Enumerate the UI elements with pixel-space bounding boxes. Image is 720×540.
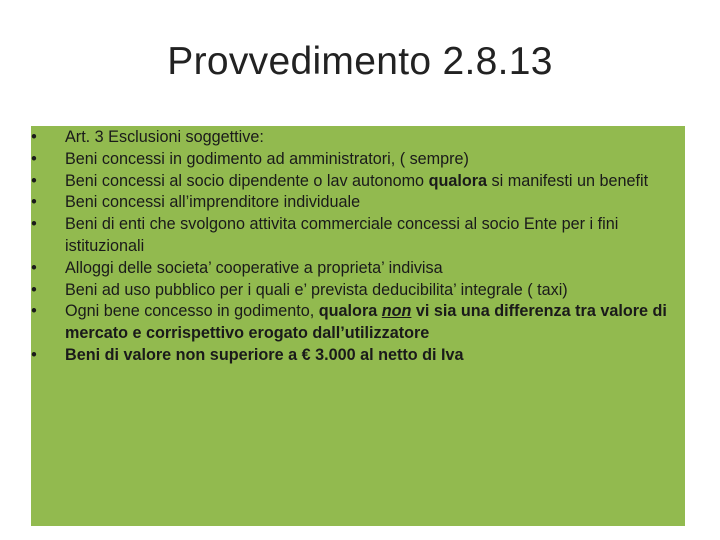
bullet-text [65,259,443,277]
bullet-text-segment: si manifesti un benefit [487,171,649,190]
bullet-dot-icon: • [31,193,37,212]
bullet-text-segment: qualora [428,171,488,190]
bullet-text [65,215,618,255]
bullet-dot-icon: • [31,258,37,277]
bullet-item [29,280,679,302]
bullet-dot-icon: • [31,171,37,190]
bullet-text-segment: Art. 3 Esclusioni soggettive: [65,128,264,146]
bullet-text-segment: Ogni bene concesso in godimento, [65,302,319,321]
bullet-item [29,149,679,171]
bullet-text [65,193,360,211]
bullet-text-segment: qualora [318,302,378,321]
bullet-text-segment: Beni concessi al socio dipendente o lav autonomo [65,171,429,190]
bullet-item [29,192,679,214]
bullet-item [29,214,679,258]
bullet-item [29,127,679,149]
bullet-text-segment: Alloggi delle societa’ cooperative a proprieta’ indivisa [65,258,443,277]
slide-title: Provvedimento 2.8.13 [167,40,553,83]
bullet-dot-icon: • [31,345,37,364]
bullet-item [29,258,679,280]
bullet-dot-icon: • [31,280,37,299]
bullet-dot-icon: • [31,128,37,146]
bullet-text [65,302,667,342]
bullet-dot-icon: • [31,302,37,321]
bullet-text [65,150,469,168]
bullet-text [65,346,464,364]
bullet-item [29,345,679,367]
bullet-text-segment: non [381,302,412,321]
bullet-text-segment: Beni concessi in godimento ad amministratori, ( sempre) [65,149,469,168]
bullet-dot-icon: • [31,149,37,168]
bullet-item [29,171,679,193]
bullet-text [65,281,568,299]
bullet-text-segment: vi sia una differenza tra valore di mercato e corrispettivo erogato dall’utilizzatore [65,302,667,343]
bullet-text-segment: Beni ad uso pubblico per i quali e’ prevista deducibilita’ integrale ( taxi) [65,280,568,299]
bullet-text [65,128,264,146]
bullet-list [29,127,679,367]
bullet-text-segment: Beni di enti che svolgono attivita commerciale concessi al socio Ente per i fini istituzionali [65,215,619,255]
bullet-text-segment: Beni di valore non superiore a € 3.000 al netto di Iva [65,345,464,364]
bullet-text-segment: Beni concessi all’imprenditore individuale [65,193,361,212]
bullet-item [29,301,679,345]
bullet-dot-icon: • [31,215,37,234]
bullet-text [65,172,648,190]
